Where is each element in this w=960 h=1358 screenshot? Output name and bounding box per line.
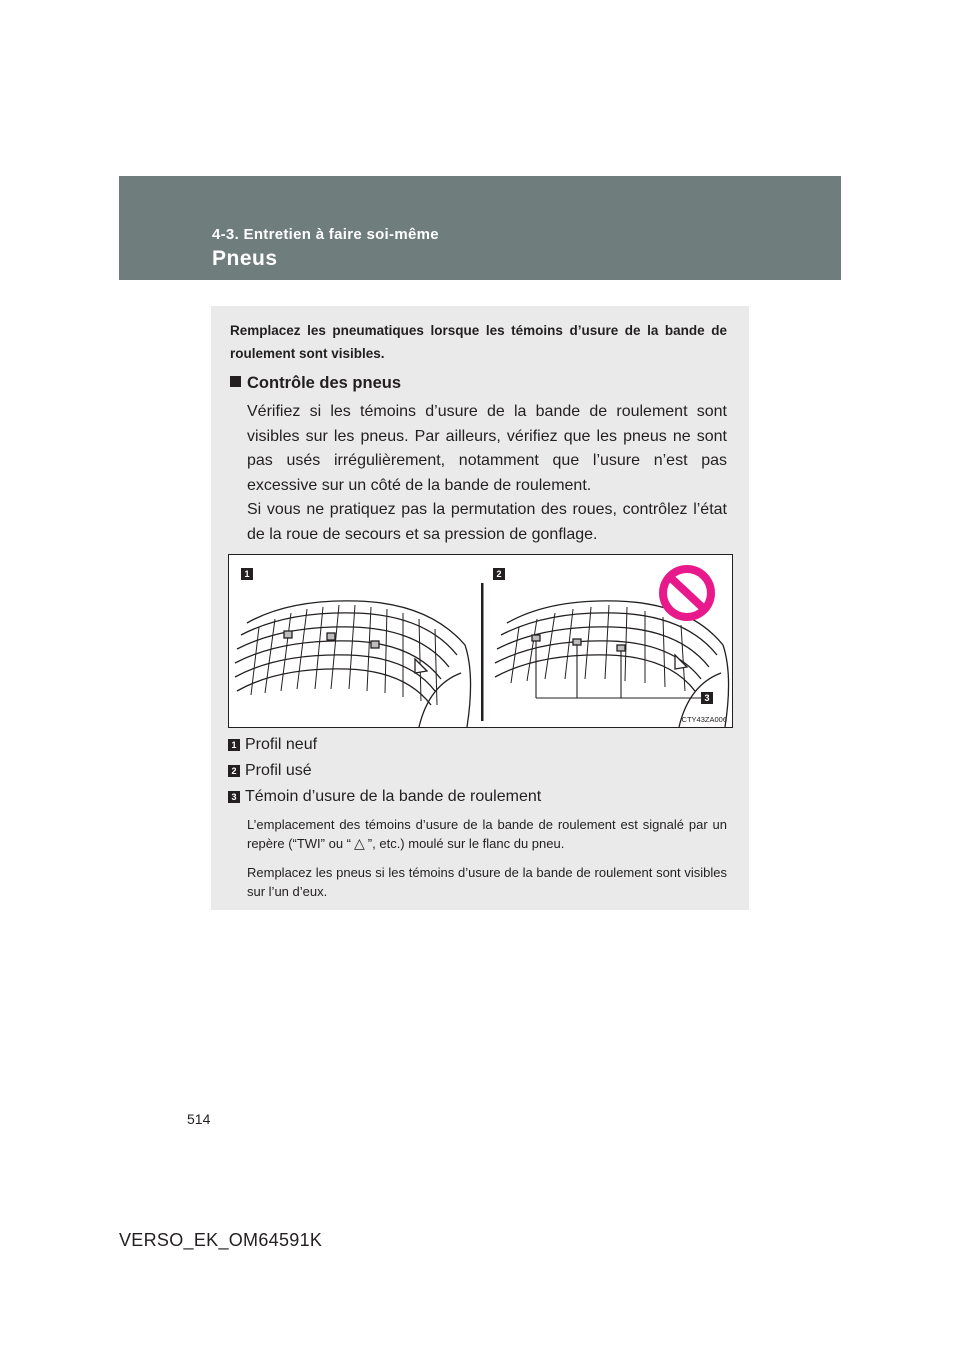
tire-illustration bbox=[228, 554, 733, 728]
square-bullet-icon bbox=[230, 376, 241, 387]
content-panel bbox=[211, 306, 749, 910]
note-1-text-end: ”, etc.) moulé sur le flanc du pneu. bbox=[367, 836, 565, 851]
legend-item bbox=[228, 734, 731, 760]
paragraph-1: Vérifiez si les témoins d’usure de la bande de roulement sont visibles sur les pneus. Par ailleurs, vérifiez que les pneus ne sont pas usés irrégulièrement, notamment que l’usure n’est pas excessive sur un côté de la bande de roulement. bbox=[247, 403, 727, 494]
figure-badge-1: 1 bbox=[241, 568, 253, 580]
legend-label: Profil neuf bbox=[245, 736, 318, 753]
figure-badge-3: 3 bbox=[701, 692, 713, 704]
note-1 bbox=[247, 815, 727, 854]
legend-badge: 3 bbox=[228, 791, 240, 803]
note-2: Remplacez les pneus si les témoins d’usure de la bande de roulement sont visibles sur l’un d’eux. bbox=[247, 865, 727, 899]
section-label: 4-3. Entretien à faire soi-même bbox=[212, 226, 439, 243]
note-1-text-start: L’emplacement des témoins d’usure de la bande de roulement est signalé par un repère (“TWI” ou “ bbox=[247, 817, 727, 851]
legend-item bbox=[228, 786, 731, 812]
legend-label: Témoin d’usure de la bande de roulement bbox=[245, 788, 542, 805]
intro-text: Remplacez les pneumatiques lorsque les témoins d’usure de la bande de roulement sont visibles. bbox=[230, 323, 727, 361]
legend-item bbox=[228, 760, 731, 786]
legend-label: Profil usé bbox=[245, 762, 312, 779]
notes bbox=[247, 815, 727, 910]
triangle-symbol-icon: △ bbox=[354, 836, 365, 852]
prohibition-icon bbox=[659, 565, 715, 621]
figure-divider bbox=[481, 583, 484, 721]
tire-drawing bbox=[229, 555, 732, 727]
new-tread-tire bbox=[235, 601, 471, 727]
paragraph-2: Si vous ne pratiquez pas la permutation des roues, contrôlez l’état de la roue de secours et sa pression de gonflage. bbox=[247, 501, 727, 543]
body-text bbox=[247, 400, 727, 547]
footer-code: VERSO_EK_OM64591K bbox=[119, 1230, 323, 1250]
page-title: Pneus bbox=[212, 247, 278, 270]
figure-legend bbox=[228, 734, 731, 812]
subheading bbox=[230, 374, 401, 393]
figure-code: CTY43ZA006 bbox=[681, 715, 727, 724]
subheading-text: Contrôle des pneus bbox=[247, 374, 402, 392]
section-header bbox=[119, 176, 841, 280]
figure-badge-2: 2 bbox=[493, 568, 505, 580]
legend-badge: 2 bbox=[228, 765, 240, 777]
legend-badge: 1 bbox=[228, 739, 240, 751]
page-number: 514 bbox=[187, 1111, 211, 1127]
